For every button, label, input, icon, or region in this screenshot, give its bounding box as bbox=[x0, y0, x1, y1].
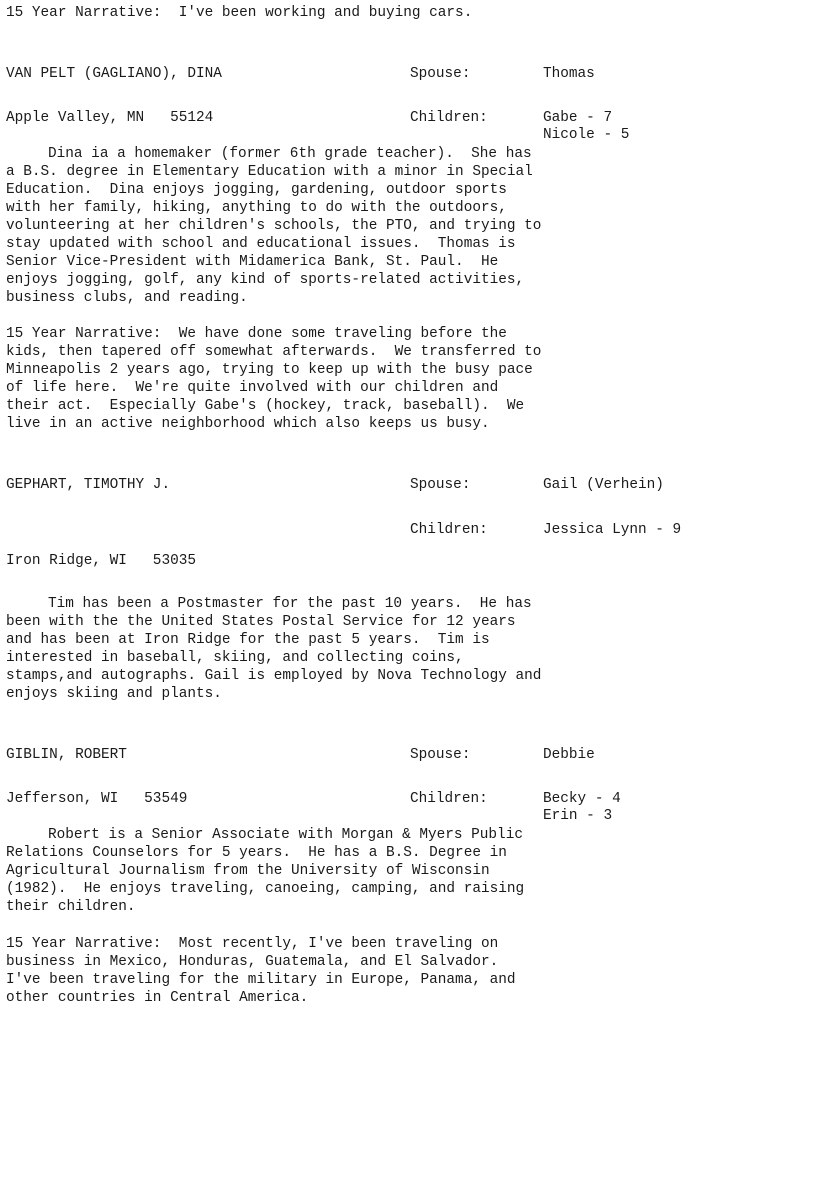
child-item: Nicole - 5 bbox=[543, 127, 630, 143]
bio-line: Agricultural Journalism from the University of Wisconsin bbox=[6, 863, 490, 879]
narrative-line: their act. Especially Gabe's (hockey, track, baseball). We bbox=[6, 398, 525, 414]
bio-line: stamps,and autographs. Gail is employed by Nova Technology and bbox=[6, 668, 542, 684]
spouse-name: Gail (Verhein) bbox=[543, 477, 664, 493]
children-label: Children: bbox=[410, 791, 488, 807]
narrative-line: kids, then tapered off somewhat afterwards. We transferred to bbox=[6, 344, 542, 360]
bio-line: Tim has been a Postmaster for the past 10 years. He has bbox=[48, 596, 532, 612]
entry-location: Iron Ridge, WI 53035 bbox=[6, 553, 196, 569]
narrative-line: 15 Year Narrative: We have done some traveling before the bbox=[6, 326, 507, 342]
bio-line: (1982). He enjoys traveling, canoeing, camping, and raising bbox=[6, 881, 525, 897]
spouse-label: Spouse: bbox=[410, 477, 471, 493]
bio-line: Robert is a Senior Associate with Morgan & Myers Public bbox=[48, 827, 523, 843]
bio-line: their children. bbox=[6, 899, 136, 915]
bio-line: Education. Dina enjoys jogging, gardening, outdoor sports bbox=[6, 182, 507, 198]
narrative-line: of life here. We're quite involved with our children and bbox=[6, 380, 499, 396]
child-item: Jessica Lynn - 9 bbox=[543, 522, 682, 538]
bio-line: a B.S. degree in Elementary Education with a minor in Special bbox=[6, 164, 533, 180]
children-label: Children: bbox=[410, 110, 488, 126]
narrative-line: other countries in Central America. bbox=[6, 990, 309, 1006]
bio-line: interested in baseball, skiing, and collecting coins, bbox=[6, 650, 464, 666]
bio-line: stay updated with school and educational issues. Thomas is bbox=[6, 236, 516, 252]
bio-line: volunteering at her children's schools, the PTO, and trying to bbox=[6, 218, 542, 234]
entry-location: Jefferson, WI 53549 bbox=[6, 791, 188, 807]
narrative-line: business in Mexico, Honduras, Guatemala, and El Salvador. bbox=[6, 954, 499, 970]
child-item: Gabe - 7 bbox=[543, 110, 613, 126]
bio-line: Senior Vice-President with Midamerica Bank, St. Paul. He bbox=[6, 254, 499, 270]
narrative-line: live in an active neighborhood which also keeps us busy. bbox=[6, 416, 490, 432]
entry-location: Apple Valley, MN 55124 bbox=[6, 110, 214, 126]
bio-line: enjoys jogging, golf, any kind of sports-related activities, bbox=[6, 272, 525, 288]
bio-line: and has been at Iron Ridge for the past 5 years. Tim is bbox=[6, 632, 490, 648]
spouse-label: Spouse: bbox=[410, 66, 471, 82]
spouse-name: Thomas bbox=[543, 66, 595, 82]
bio-line: Dina ia a homemaker (former 6th grade teacher). She has bbox=[48, 146, 532, 162]
bio-line: with her family, hiking, anything to do with the outdoors, bbox=[6, 200, 507, 216]
bio-line: been with the the United States Postal Service for 12 years bbox=[6, 614, 516, 630]
entry-name: GEPHART, TIMOTHY J. bbox=[6, 477, 171, 493]
spouse-label: Spouse: bbox=[410, 747, 471, 763]
narrative-line: Minneapolis 2 years ago, trying to keep up with the busy pace bbox=[6, 362, 533, 378]
entry-name: VAN PELT (GAGLIANO), DINA bbox=[6, 66, 222, 82]
bio-line: business clubs, and reading. bbox=[6, 290, 248, 306]
spouse-name: Debbie bbox=[543, 747, 595, 763]
entry-name: GIBLIN, ROBERT bbox=[6, 747, 127, 763]
narrative-line: 15 Year Narrative: Most recently, I've been traveling on bbox=[6, 936, 499, 952]
child-item: Erin - 3 bbox=[543, 808, 613, 824]
children-label: Children: bbox=[410, 522, 488, 538]
narrative-line: I've been traveling for the military in Europe, Panama, and bbox=[6, 972, 516, 988]
intro-narrative: 15 Year Narrative: I've been working and buying cars. bbox=[6, 5, 473, 21]
child-item: Becky - 4 bbox=[543, 791, 621, 807]
bio-line: enjoys skiing and plants. bbox=[6, 686, 222, 702]
bio-line: Relations Counselors for 5 years. He has a B.S. Degree in bbox=[6, 845, 507, 861]
